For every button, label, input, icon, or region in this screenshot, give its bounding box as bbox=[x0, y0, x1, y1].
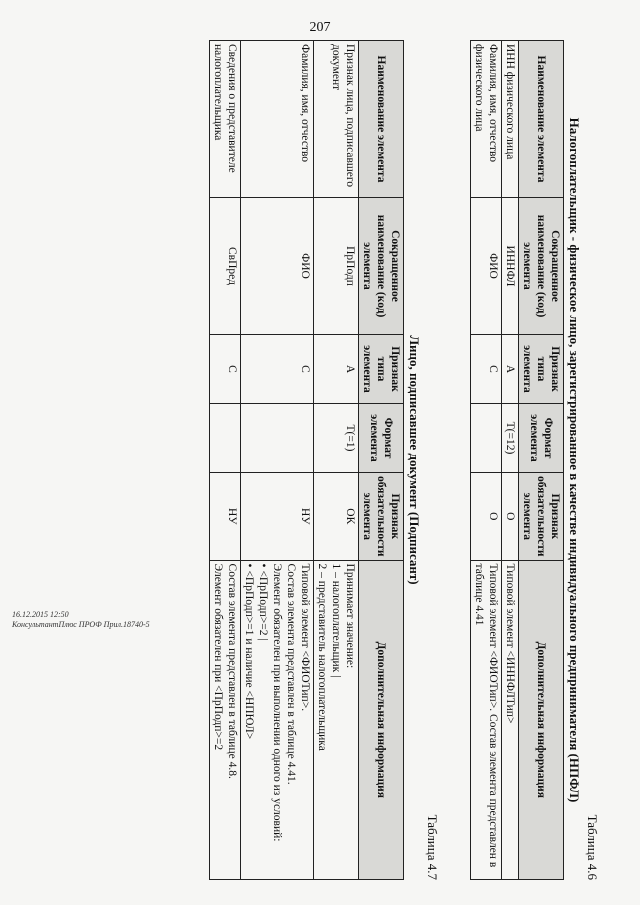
cell-required: НУ bbox=[241, 473, 314, 561]
info-line: Элемент обязателен при выполнении одного из условий: bbox=[271, 563, 283, 842]
cell-required: О bbox=[471, 473, 502, 561]
info-line: • <ПрПодп>=1 и наличие <НПЮЛ> bbox=[243, 563, 255, 740]
cell-name: ИНН физического лица bbox=[502, 41, 519, 198]
page-number: 207 bbox=[309, 20, 331, 35]
cell-info: Типовой элемент <ФИОТип>. Состав элемента представлен в таблице 4.41 bbox=[471, 560, 502, 879]
info-line: Типовой элемент <ФИОТип>. bbox=[299, 563, 311, 712]
header-type: Признак типа элемента bbox=[519, 335, 564, 404]
header-type: Признак типа элемента bbox=[359, 335, 404, 404]
table-header-row bbox=[519, 41, 564, 880]
table-4-6-title: Налогоплательщик - физическое лицо, зарегистрированное в качестве индивидуального предпринимателя (НПФЛ) bbox=[567, 117, 582, 803]
table-4-7 bbox=[209, 40, 404, 880]
info-line: Элемент обязателен при <ПрПодп>=2 bbox=[212, 563, 224, 751]
cell-code: ФИО bbox=[471, 198, 502, 335]
cell-format bbox=[210, 404, 241, 473]
cell-required: ОК bbox=[314, 473, 359, 561]
cell-info bbox=[210, 560, 241, 879]
cell-format: T(=12) bbox=[502, 404, 519, 473]
header-name: Наименование элемента bbox=[519, 41, 564, 198]
header-format: Формат элемента bbox=[359, 404, 404, 473]
table-4-6 bbox=[470, 40, 564, 880]
info-line: • <ПрПодп>=2 | bbox=[257, 563, 269, 641]
cell-code: ПрПодп bbox=[314, 198, 359, 335]
header-format: Формат элемента bbox=[519, 404, 564, 473]
stamp-line-1: 16.12.2015 12:50 bbox=[12, 610, 69, 619]
cell-type: А bbox=[502, 335, 519, 404]
table-row bbox=[314, 41, 359, 880]
cell-code: ФИО bbox=[241, 198, 314, 335]
table-row bbox=[471, 41, 502, 880]
info-line: Принимает значение: bbox=[344, 563, 356, 669]
cell-type: С bbox=[241, 335, 314, 404]
cell-type: А bbox=[314, 335, 359, 404]
cell-name: Фамилия, имя, отчество физического лица bbox=[471, 41, 502, 198]
cell-required: НУ bbox=[210, 473, 241, 561]
table-4-7-number: Таблица 4.7 bbox=[425, 814, 440, 880]
info-line: Состав элемента представлен в таблице 4.8. bbox=[226, 563, 238, 779]
table-row bbox=[241, 41, 314, 880]
info-line: 2 – представитель налогоплательщика bbox=[316, 563, 328, 751]
header-info: Дополнительная информация bbox=[519, 560, 564, 879]
header-code: Сокращенное наименование (код) элемента bbox=[519, 198, 564, 335]
cell-info bbox=[241, 560, 314, 879]
rotated-content bbox=[40, 40, 600, 880]
cell-format: T(=1) bbox=[314, 404, 359, 473]
table-4-6-number: Таблица 4.6 bbox=[585, 814, 600, 880]
cell-format bbox=[471, 404, 502, 473]
header-required: Признак обязательности элемента bbox=[359, 473, 404, 561]
cell-info bbox=[314, 560, 359, 879]
table-row bbox=[210, 41, 241, 880]
cell-info: Типовой элемент <ИННФЛТип> bbox=[502, 560, 519, 879]
cell-required: О bbox=[502, 473, 519, 561]
header-required: Признак обязательности элемента bbox=[519, 473, 564, 561]
table-4-7-title: Лицо, подписавшее документ (Подписант) bbox=[407, 335, 422, 585]
cell-name: Признак лица, подписавшего документ bbox=[314, 41, 359, 198]
table-header-row bbox=[359, 41, 404, 880]
spacer bbox=[440, 40, 470, 880]
header-info: Дополнительная информация bbox=[359, 560, 404, 879]
header-code: Сокращенное наименование (код) элемента bbox=[359, 198, 404, 335]
header-name: Наименование элемента bbox=[359, 41, 404, 198]
cell-name: Сведения о представителе налогоплательщика bbox=[210, 41, 241, 198]
cell-code: СвПред bbox=[210, 198, 241, 335]
info-line: Состав элемента представлен в таблице 4.41. bbox=[285, 563, 297, 785]
cell-format bbox=[241, 404, 314, 473]
cell-name: Фамилия, имя, отчество bbox=[241, 41, 314, 198]
table-row bbox=[502, 41, 519, 880]
cell-code: ИННФЛ bbox=[502, 198, 519, 335]
cell-type: С bbox=[210, 335, 241, 404]
info-line: 1 – налогоплательщик | bbox=[330, 563, 342, 678]
stamp-line-2: КонсультантПлюс ПРОФ Прил.18740-5 bbox=[12, 620, 150, 629]
cell-type: С bbox=[471, 335, 502, 404]
